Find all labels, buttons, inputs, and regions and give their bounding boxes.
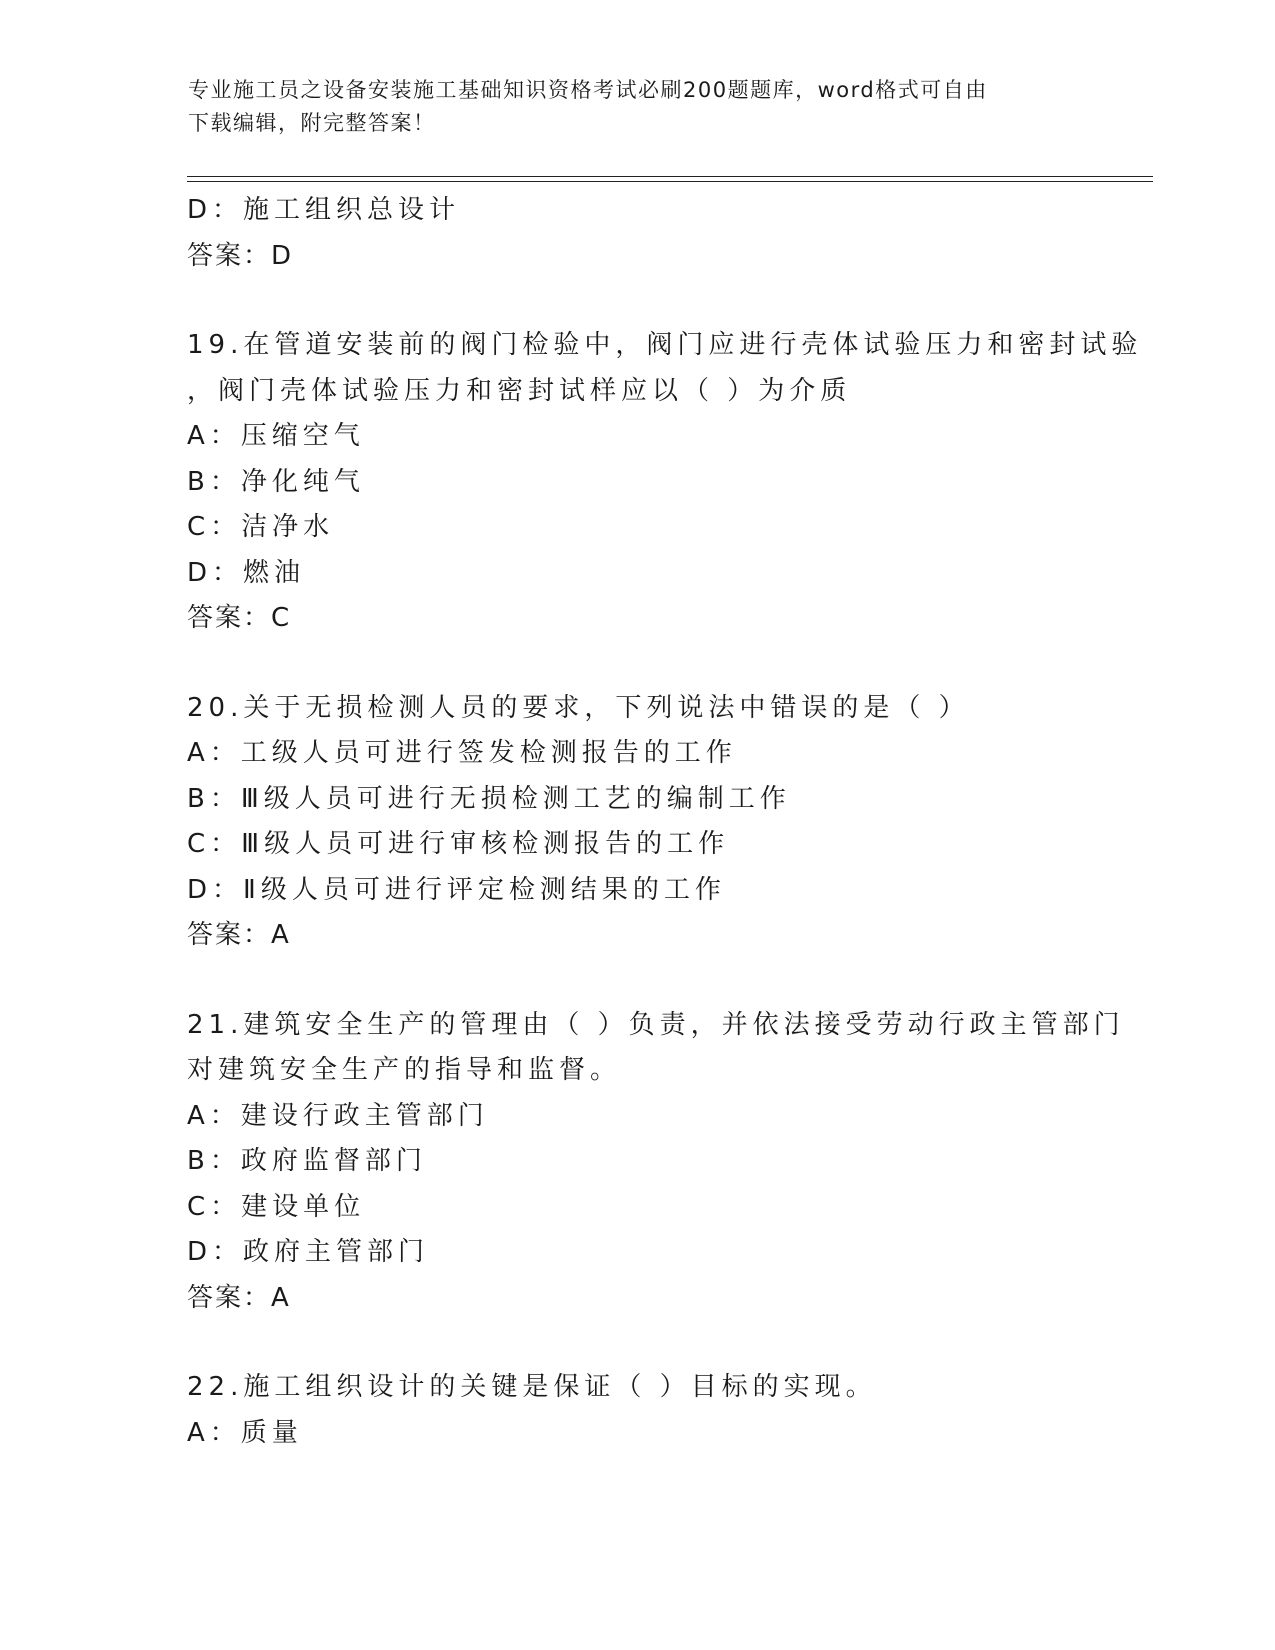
document-header — [188, 74, 1088, 140]
option-d: D：Ⅱ级人员可进行评定检测结果的工作 — [187, 874, 726, 905]
question-text-cont: ，阀门壳体试验压力和密封试样应以（ ）为介质 — [187, 375, 852, 406]
option-d: D：施工组织总设计 — [187, 195, 461, 225]
header-rule-bottom — [187, 181, 1153, 182]
question-text: 19.在管道安装前的阀门检验中，阀门应进行壳体试验压力和密封试验 — [187, 330, 1143, 360]
question-text-cont: 对建筑安全生产的指导和监督。 — [187, 1055, 622, 1085]
header-rule-top — [187, 176, 1153, 177]
option-c: C：建设单位 — [187, 1191, 366, 1222]
option-c: C：Ⅲ级人员可进行审核检测报告的工作 — [187, 829, 730, 859]
option-a: A：工级人员可进行签发检测报告的工作 — [187, 738, 737, 768]
question-text: 20.关于无损检测人员的要求，下列说法中错误的是（ ） — [187, 692, 970, 723]
option-a: A：建设行政主管部门 — [187, 1100, 489, 1131]
option-b: B：政府监督部门 — [187, 1146, 427, 1176]
header-line-1: 专业施工员之设备安装施工基础知识资格考试必刷200题题库，word格式可自由 — [188, 78, 988, 102]
question-19 — [187, 323, 1143, 642]
answer: 答案：C — [187, 603, 292, 633]
header-line-2: 下载编辑，附完整答案！ — [188, 111, 436, 135]
option-d: D：燃油 — [187, 557, 306, 588]
option-b: B：Ⅲ级人员可进行无损检测工艺的编制工作 — [187, 783, 791, 814]
question-20 — [187, 686, 1087, 959]
question-22 — [187, 1365, 1087, 1456]
question-text: 22.施工组织设计的关键是保证（ ）目标的实现。 — [187, 1372, 877, 1402]
option-b: B：净化纯气 — [187, 466, 365, 497]
document-body — [187, 188, 1143, 1456]
option-c: C：洁净水 — [187, 512, 335, 542]
question-text: 21.建筑安全生产的管理由（ ）负责，并依法接受劳动行政主管部门 — [187, 1009, 1125, 1040]
question-21 — [187, 1003, 1125, 1322]
answer: 答案：A — [187, 920, 291, 950]
option-a: A：质量 — [187, 1417, 303, 1448]
option-d: D：政府主管部门 — [187, 1237, 430, 1267]
answer: 答案：D — [187, 240, 294, 271]
option-a: A：压缩空气 — [187, 421, 365, 451]
answer: 答案：A — [187, 1282, 291, 1313]
